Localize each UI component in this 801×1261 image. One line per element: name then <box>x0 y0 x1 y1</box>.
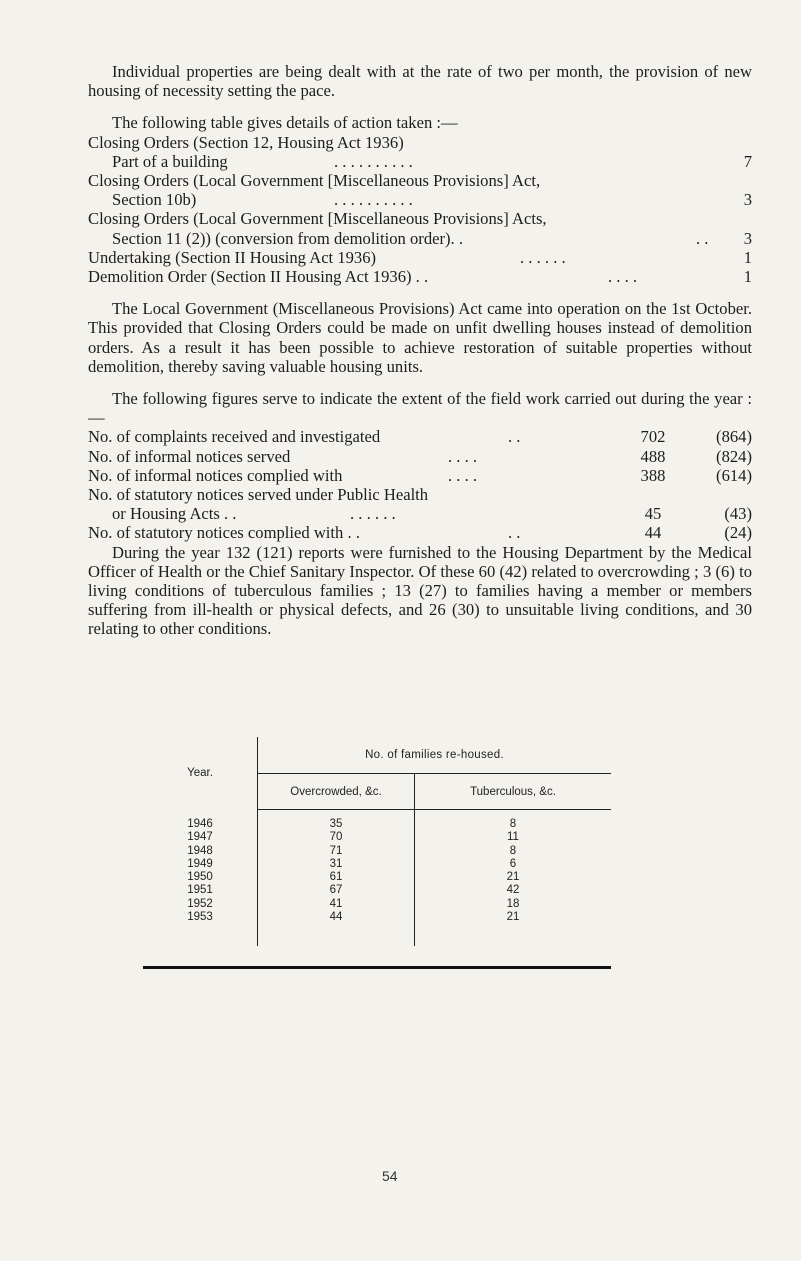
figure-current: 488 <box>640 446 666 466</box>
tuberculous-header: Tuberculous, &c. <box>415 774 612 810</box>
figures-intro: The following figures serve to indicate the extent of the field work carried out during the year :— <box>88 389 752 428</box>
figure-row <box>88 485 752 504</box>
leader-dots: . . <box>508 523 521 543</box>
action-item <box>88 209 752 228</box>
overcrowded-cell: 71 <box>258 845 415 858</box>
leader-dots: . . . . . . <box>520 247 566 267</box>
action-line1: Closing Orders (Local Government [Miscellaneous Provisions] Act, <box>88 171 541 191</box>
intro-paragraph: Individual properties are being dealt with at the rate of two per month, the provision of new housing of necessity setting the pace. <box>88 62 752 101</box>
tuberculous-cell: 42 <box>506 884 520 897</box>
table-spacer <box>143 924 611 946</box>
year-cell: 1952 <box>143 898 258 911</box>
table-row <box>143 831 611 844</box>
figure-row <box>88 466 752 485</box>
overcrowded-cell: 61 <box>258 871 415 884</box>
year-cell: 1946 <box>143 818 258 831</box>
overcrowded-cell: 41 <box>258 898 415 911</box>
overcrowded-header: Overcrowded, &c. <box>258 774 415 810</box>
action-value: 1 <box>743 247 752 267</box>
act-paragraph: The Local Government (Miscellaneous Provisions) Act came into operation on the 1st October. This provided that Closing Orders could be made on unfit dwelling houses instead of demolition orders. As a result it has been possible to achieve restoration of suitable properties without demolition, thereby saving valuable housing units. <box>88 299 752 376</box>
figure-row <box>88 447 752 466</box>
leader-dots: . . . . . . . . . . <box>334 151 413 171</box>
figure-current: 388 <box>640 465 666 485</box>
rehoused-table <box>143 737 611 946</box>
tuberculous-cell: 18 <box>506 897 520 910</box>
action-item <box>88 190 752 209</box>
action-line1: Closing Orders (Section 12, Housing Act 1936) <box>88 132 404 152</box>
action-item <box>88 248 752 267</box>
figure-label: No. of statutory notices complied with . . <box>88 523 360 543</box>
leader-dots: . . . . <box>608 267 638 287</box>
table-bottom-rule <box>143 966 611 969</box>
figure-previous: (43) <box>724 504 752 524</box>
year-header: Year. <box>143 737 258 810</box>
leader-dots: . . <box>696 228 709 248</box>
tuberculous-cell: 21 <box>506 911 520 924</box>
leader-dots: . . . . . . . . . . <box>334 190 413 210</box>
figure-row <box>88 504 752 523</box>
figure-current: 702 <box>640 427 666 447</box>
action-line2: Section 11 (2)) (conversion from demolition order). . <box>112 228 463 248</box>
action-line2: Section 10b) <box>112 190 197 210</box>
overcrowded-cell: 35 <box>258 818 415 831</box>
action-value: 3 <box>743 228 752 248</box>
figures-list <box>88 427 752 542</box>
leader-dots: . . <box>508 427 521 447</box>
tuberculous-cell: 6 <box>509 857 517 870</box>
table-row <box>143 884 611 897</box>
action-value: 1 <box>743 267 752 287</box>
leader-dots: . . . . <box>448 465 478 485</box>
action-item <box>88 267 752 286</box>
table-intro: The following table gives details of action taken :— <box>112 113 458 133</box>
tuberculous-cell: 21 <box>506 871 520 884</box>
overcrowded-cell: 70 <box>258 831 415 844</box>
action-item <box>88 152 752 171</box>
year-cell: 1950 <box>143 871 258 884</box>
group-header: No. of families re-housed. <box>258 737 612 774</box>
leader-dots: . . . . <box>448 446 478 466</box>
table-row <box>143 911 611 924</box>
table-row <box>143 845 611 858</box>
tuberculous-cell: 8 <box>509 844 517 857</box>
table-row <box>143 898 611 911</box>
tuberculous-cell: 11 <box>507 831 519 844</box>
document-page <box>88 62 752 639</box>
table-row <box>143 818 611 831</box>
figure-label-line2: or Housing Acts . . <box>112 504 237 524</box>
table-spacer <box>143 810 611 819</box>
figure-previous: (864) <box>716 427 752 447</box>
table-row <box>143 871 611 884</box>
figure-previous: (614) <box>716 465 752 485</box>
table-row <box>143 858 611 871</box>
year-cell: 1953 <box>143 911 258 924</box>
action-item <box>88 171 752 190</box>
action-line2: Part of a building <box>112 151 228 171</box>
figure-row <box>88 427 752 446</box>
year-cell: 1947 <box>143 831 258 844</box>
year-cell: 1948 <box>143 845 258 858</box>
figure-label: No. of statutory notices served under Public Health <box>88 485 429 505</box>
figure-label: No. of informal notices served <box>88 446 291 466</box>
year-cell: 1949 <box>143 858 258 871</box>
reports-paragraph: During the year 132 (121) reports were furnished to the Housing Department by the Medical Officer of Health or the Chief Sanitary Inspector. Of these 60 (42) related to overcrowding ; 3 (6) to living conditions of tuberculous families ; 13 (27) to families having a member or members suffering from ill-health or physical defects, and 26 (30) to unsuitable living conditions, and 30 relating to other conditions. <box>88 542 752 639</box>
action-line1: Demolition Order (Section II Housing Act 1936) . . <box>88 267 429 287</box>
figure-current: 45 <box>644 504 662 524</box>
rehoused-table-wrapper <box>143 737 611 969</box>
actions-list <box>88 133 752 287</box>
action-line1: Undertaking (Section II Housing Act 1936) <box>88 247 377 267</box>
action-item <box>88 133 752 152</box>
action-value: 7 <box>743 151 752 171</box>
action-line1: Closing Orders (Local Government [Miscellaneous Provisions] Acts, <box>88 209 547 229</box>
figure-label: No. of complaints received and investigated <box>88 427 381 447</box>
action-value: 3 <box>743 190 752 210</box>
figure-previous: (24) <box>724 523 752 543</box>
page-number: 54 <box>382 1168 398 1184</box>
overcrowded-cell: 44 <box>258 911 415 924</box>
tuberculous-cell: 8 <box>509 818 517 830</box>
figure-current: 44 <box>644 523 662 543</box>
figure-previous: (824) <box>716 446 752 466</box>
year-cell: 1951 <box>143 884 258 897</box>
figure-label: No. of informal notices complied with <box>88 465 343 485</box>
overcrowded-cell: 67 <box>258 884 415 897</box>
leader-dots: . . . . . . <box>350 504 396 524</box>
overcrowded-cell: 31 <box>258 858 415 871</box>
figure-row <box>88 523 752 542</box>
action-item <box>88 229 752 248</box>
